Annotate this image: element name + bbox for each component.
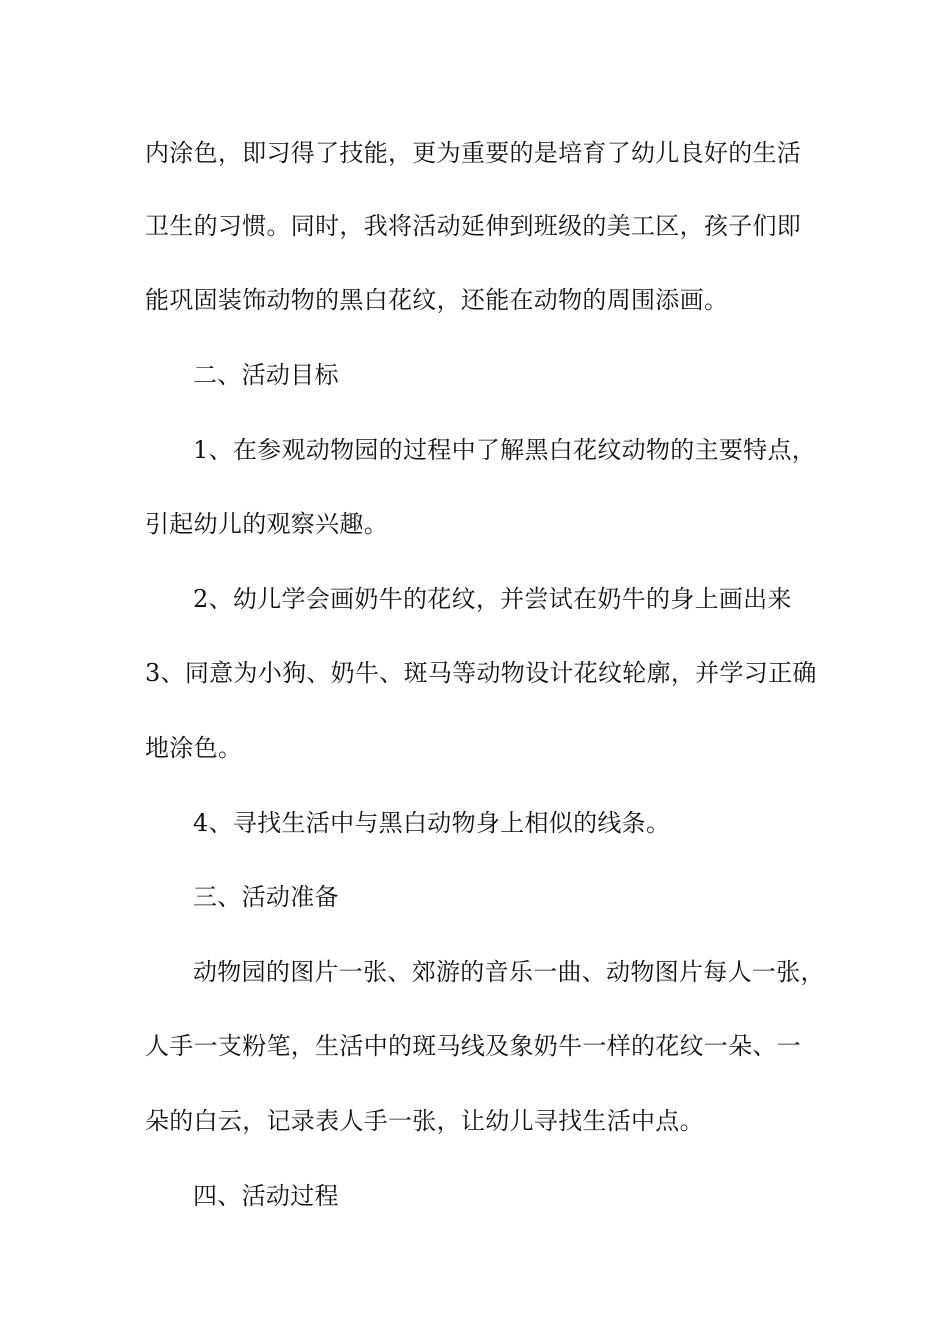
paragraph-line: 引起幼儿的观察兴趣。 [145,510,388,538]
paragraph-line: 能巩固装饰动物的黑白花纹，还能在动物的周围添画。 [145,286,729,314]
paragraph-line: 内涂色，即习得了技能，更为重要的是培育了幼儿良好的生活 [145,139,802,167]
list-item: 3、同意为小狗、奶牛、斑马等动物设计花纹轮廓，并学习正确 [145,659,817,687]
paragraph-line: 朵的白云，记录表人手一张，让幼儿寻找生活中点。 [145,1107,704,1135]
paragraph-line: 卫生的习惯。同时，我将活动延伸到班级的美工区，孩子们即 [145,212,802,240]
list-item: 2、幼儿学会画奶牛的花纹，并尝试在奶牛的身上画出来 [193,585,792,613]
paragraph-line: 地涂色。 [145,734,243,762]
paragraph-line: 动物园的图片一张、郊游的音乐一曲、动物图片每人一张， [193,958,825,986]
section-heading-goals: 二、活动目标 [193,361,339,389]
list-item: 1、在参观动物园的过程中了解黑白花纹动物的主要特点， [193,436,817,464]
paragraph-line: 人手一支粉笔，生活中的斑马线及象奶牛一样的花纹一朵、一 [145,1032,802,1060]
section-heading-preparation: 三、活动准备 [193,883,339,911]
list-item: 4、寻找生活中与黑白动物身上相似的线条。 [193,809,671,837]
section-heading-process: 四、活动过程 [193,1182,339,1210]
